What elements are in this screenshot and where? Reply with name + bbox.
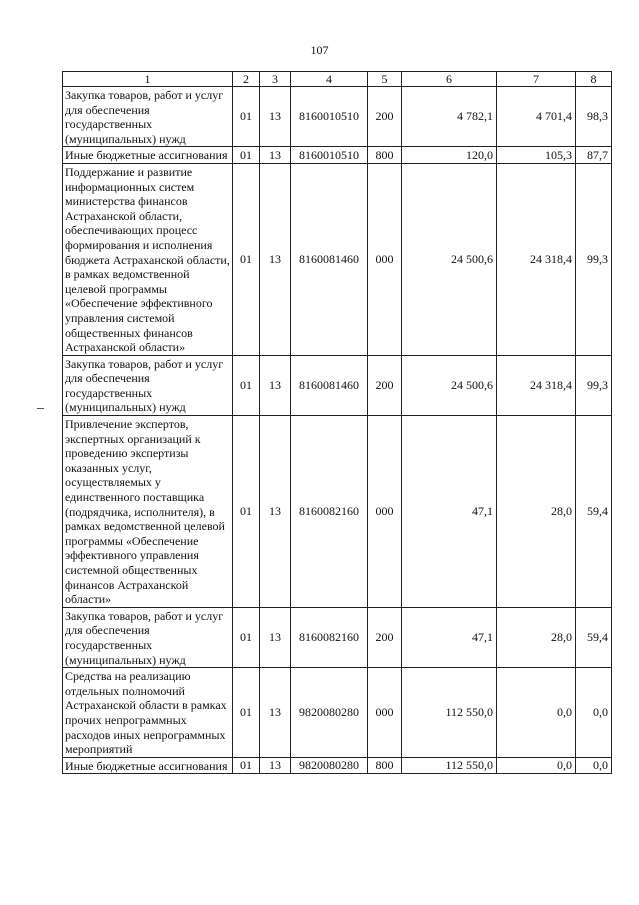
planned-amount: 24 500,6 xyxy=(402,163,497,355)
target-article-code: 9820080280 xyxy=(291,757,368,774)
subsection-code: 13 xyxy=(260,607,291,667)
section-code: 01 xyxy=(233,163,260,355)
col-header-8: 8 xyxy=(576,72,612,87)
expense-type-code: 000 xyxy=(368,416,402,608)
expense-type-code: 000 xyxy=(368,668,402,758)
executed-amount: 28,0 xyxy=(497,416,576,608)
subsection-code: 13 xyxy=(260,147,291,164)
col-header-1: 1 xyxy=(63,72,233,87)
table-row xyxy=(63,87,612,147)
section-code: 01 xyxy=(233,87,260,147)
subsection-code: 13 xyxy=(260,87,291,147)
section-code: 01 xyxy=(233,416,260,608)
target-article-code: 8160010510 xyxy=(291,87,368,147)
row-name: Иные бюджетные ассигнования xyxy=(63,147,233,164)
page-number: 107 xyxy=(310,43,329,57)
expense-type-code: 800 xyxy=(368,757,402,774)
row-name: Иные бюджетные ассигнования xyxy=(63,757,233,774)
col-header-4: 4 xyxy=(291,72,368,87)
target-article-code: 8160082160 xyxy=(291,416,368,608)
table-row xyxy=(63,668,612,758)
execution-percent: 0,0 xyxy=(576,757,612,774)
subsection-code: 13 xyxy=(260,416,291,608)
executed-amount: 105,3 xyxy=(497,147,576,164)
section-code: 01 xyxy=(233,757,260,774)
col-header-2: 2 xyxy=(233,72,260,87)
subsection-code: 13 xyxy=(260,757,291,774)
executed-amount: 4 701,4 xyxy=(497,87,576,147)
subsection-code: 13 xyxy=(260,163,291,355)
header-row xyxy=(63,72,612,87)
subsection-code: 13 xyxy=(260,355,291,415)
planned-amount: 24 500,6 xyxy=(402,355,497,415)
planned-amount: 4 782,1 xyxy=(402,87,497,147)
planned-amount: 47,1 xyxy=(402,416,497,608)
target-article-code: 9820080280 xyxy=(291,668,368,758)
table-row xyxy=(63,416,612,608)
execution-percent: 87,7 xyxy=(576,147,612,164)
expense-type-code: 800 xyxy=(368,147,402,164)
target-article-code: 8160081460 xyxy=(291,163,368,355)
target-article-code: 8160010510 xyxy=(291,147,368,164)
table-row xyxy=(63,757,612,774)
planned-amount: 120,0 xyxy=(402,147,497,164)
margin-mark xyxy=(37,408,44,409)
executed-amount: 28,0 xyxy=(497,607,576,667)
table-row xyxy=(63,607,612,667)
table-row xyxy=(63,163,612,355)
table-row xyxy=(63,147,612,164)
planned-amount: 47,1 xyxy=(402,607,497,667)
row-name: Привлечение экспертов, экспертных организаций к проведению экспертизы оказанных услуг, осуществляемых у единственного поставщика (подрядчика, исполнителя), в рамках ведомственной целевой программы «Обеспечение эффективного управления системной общественных финансов Астраханской области» xyxy=(63,416,233,608)
executed-amount: 24 318,4 xyxy=(497,163,576,355)
execution-percent: 99,3 xyxy=(576,355,612,415)
executed-amount: 0,0 xyxy=(497,757,576,774)
row-name: Закупка товаров, работ и услуг для обеспечения государственных (муниципальных) нужд xyxy=(63,607,233,667)
col-header-6: 6 xyxy=(402,72,497,87)
row-name: Средства на реализацию отдельных полномочий Астраханской области в рамках прочих непрограммных расходов иных непрограммных мероприятий xyxy=(63,668,233,758)
planned-amount: 112 550,0 xyxy=(402,668,497,758)
expense-type-code: 000 xyxy=(368,163,402,355)
execution-percent: 59,4 xyxy=(576,607,612,667)
col-header-3: 3 xyxy=(260,72,291,87)
row-name: Закупка товаров, работ и услуг для обеспечения государственных (муниципальных) нужд xyxy=(63,87,233,147)
executed-amount: 0,0 xyxy=(497,668,576,758)
section-code: 01 xyxy=(233,607,260,667)
planned-amount: 112 550,0 xyxy=(402,757,497,774)
execution-percent: 59,4 xyxy=(576,416,612,608)
target-article-code: 8160081460 xyxy=(291,355,368,415)
col-header-5: 5 xyxy=(368,72,402,87)
expense-type-code: 200 xyxy=(368,355,402,415)
execution-percent: 99,3 xyxy=(576,163,612,355)
budget-table xyxy=(62,71,612,774)
section-code: 01 xyxy=(233,147,260,164)
row-name: Закупка товаров, работ и услуг для обеспечения государственных (муниципальных) нужд xyxy=(63,355,233,415)
row-name: Поддержание и развитие информационных систем министерства финансов Астраханской области, обеспечивающих процесс формирования и исполнения бюджета Астраханской области, в рамках ведомственной целевой программы «Обеспечение эффективного управления системой общественных финансов Астраханской области» xyxy=(63,163,233,355)
section-code: 01 xyxy=(233,668,260,758)
expense-type-code: 200 xyxy=(368,607,402,667)
executed-amount: 24 318,4 xyxy=(497,355,576,415)
execution-percent: 98,3 xyxy=(576,87,612,147)
subsection-code: 13 xyxy=(260,668,291,758)
table-row xyxy=(63,355,612,415)
section-code: 01 xyxy=(233,355,260,415)
execution-percent: 0,0 xyxy=(576,668,612,758)
target-article-code: 8160082160 xyxy=(291,607,368,667)
expense-type-code: 200 xyxy=(368,87,402,147)
col-header-7: 7 xyxy=(497,72,576,87)
